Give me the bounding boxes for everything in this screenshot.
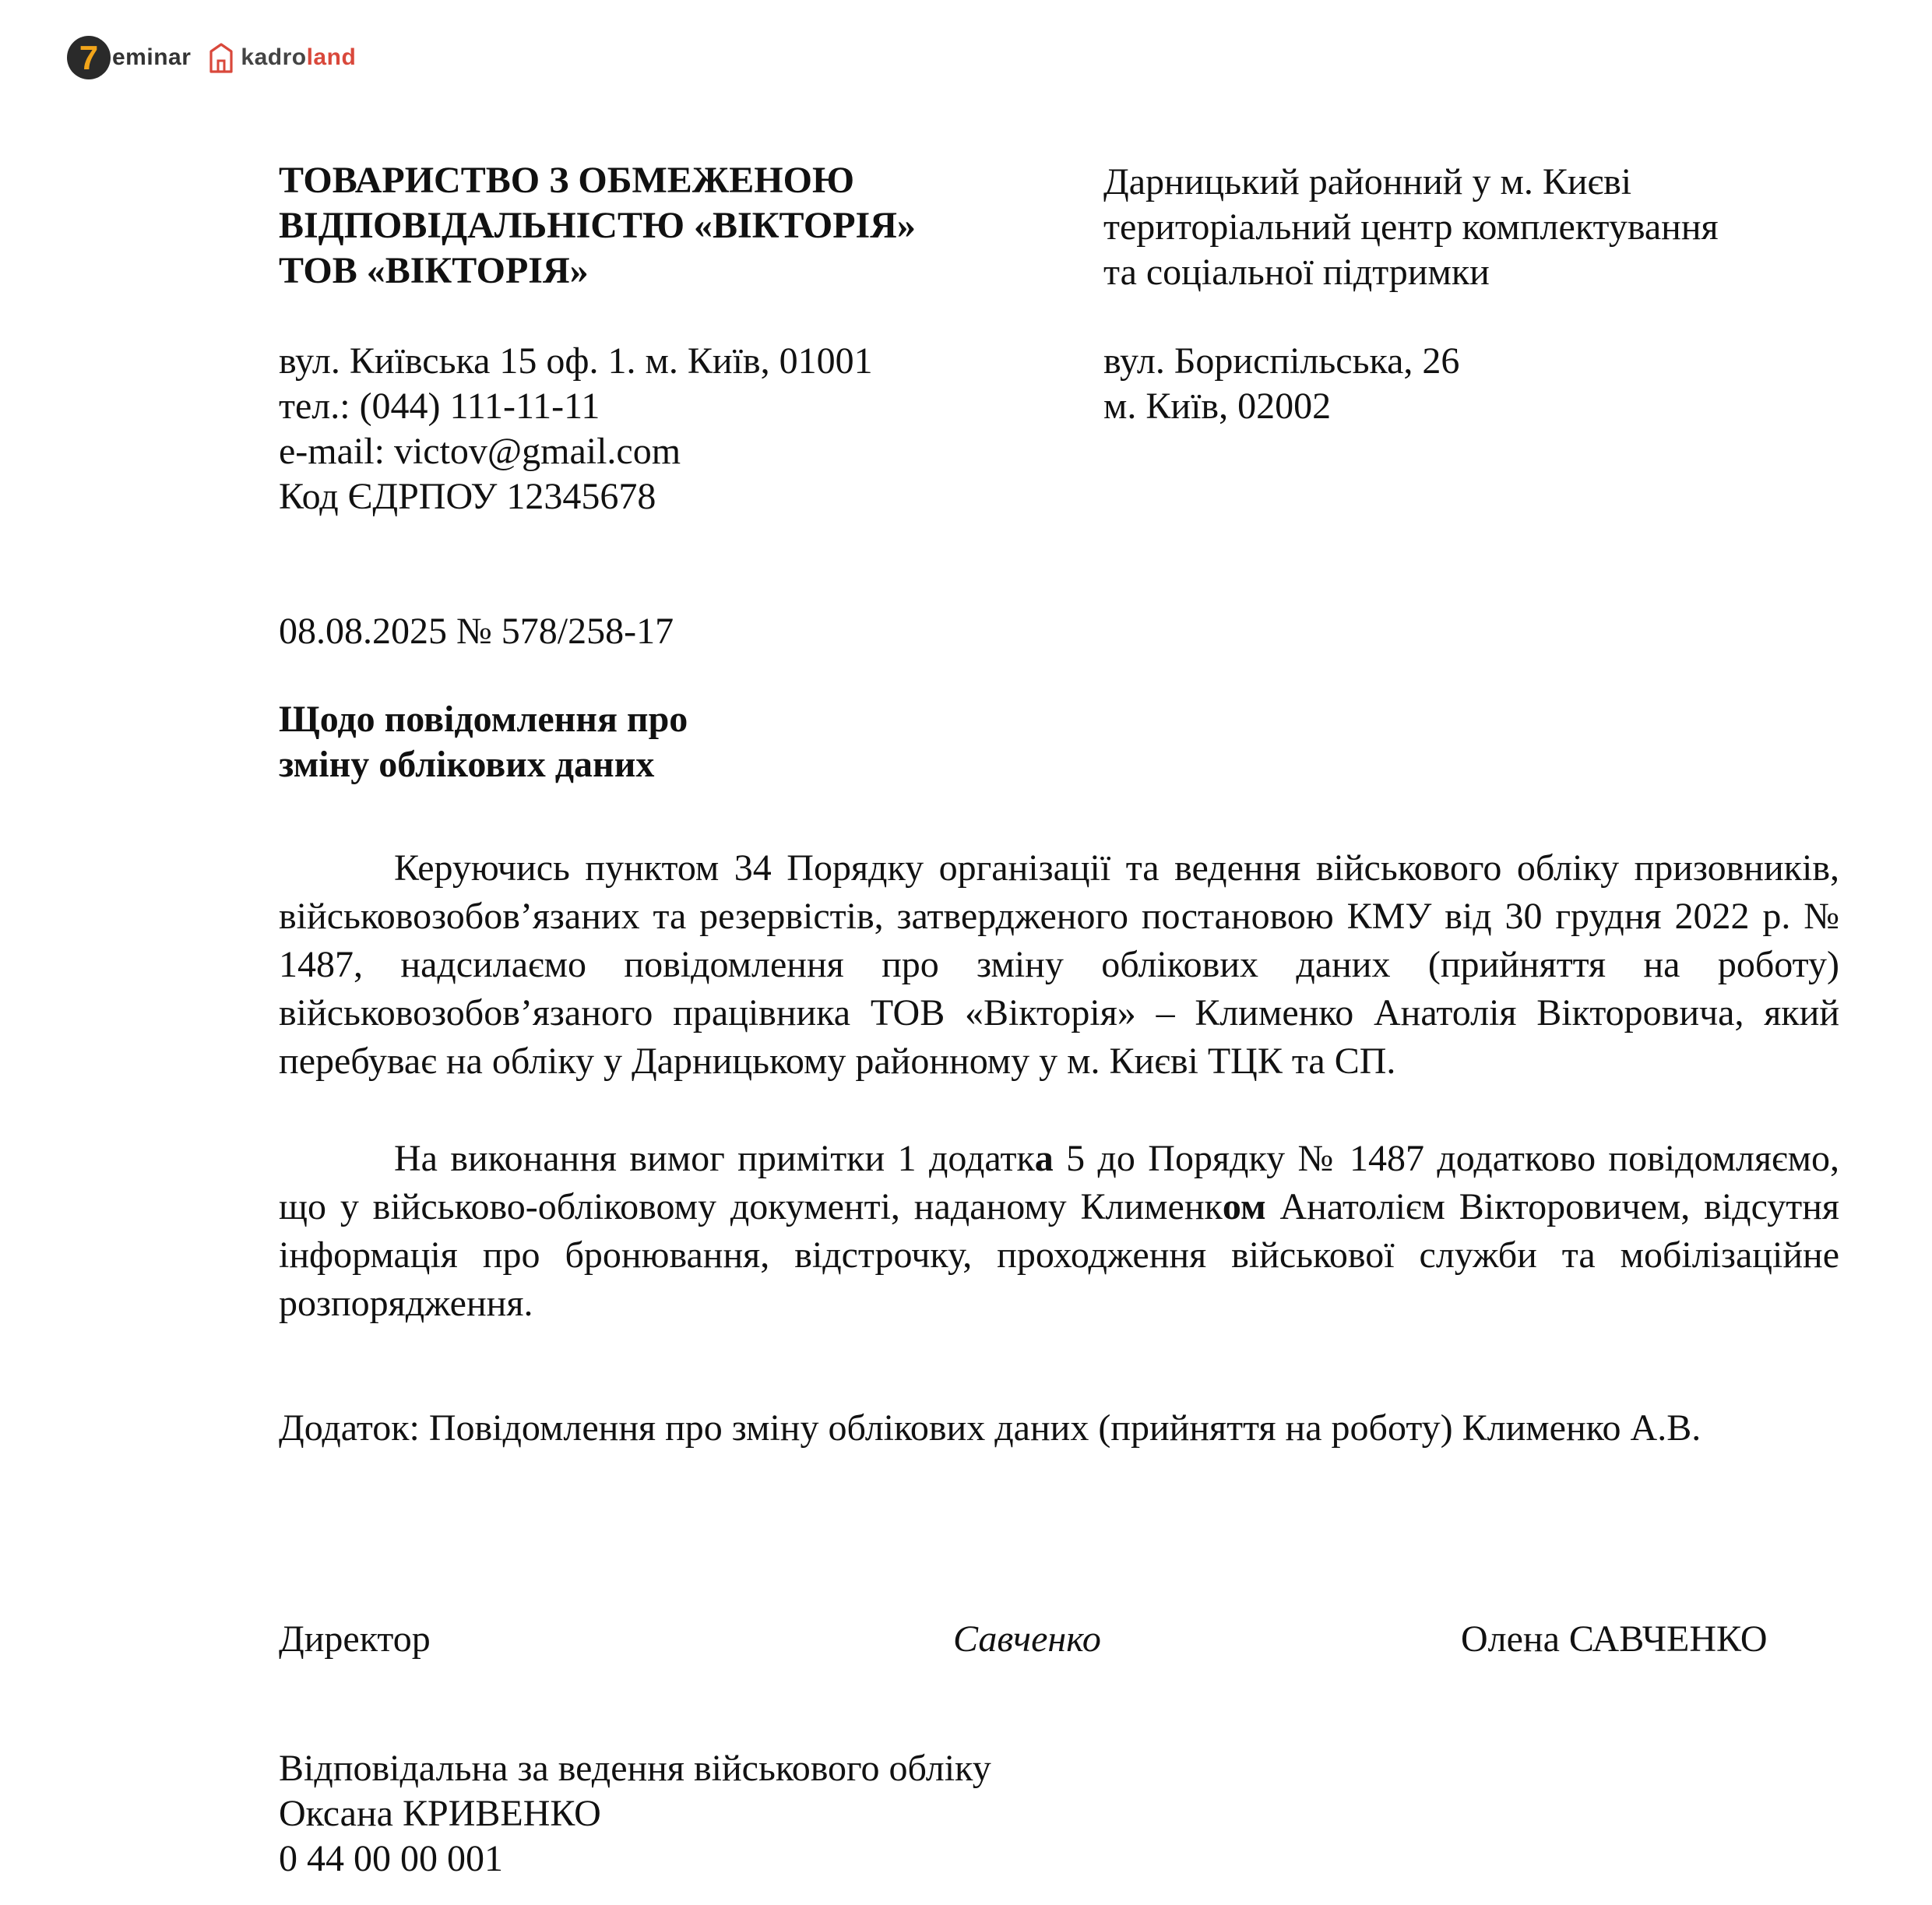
signatory-name: Олена САВЧЕНКО <box>1461 1618 1768 1660</box>
attachment-line: Додаток: Повідомлення про зміну облікових даних (прийняття на роботу) Клименко А.В. <box>279 1407 1701 1449</box>
recipient-name <box>1103 160 1719 295</box>
paragraph2-text: Анатолієм Вікторовичем, відсутня інформація про бронювання, відстрочку, проходження військової служби та мобілізаційне розпорядження. <box>279 1186 1839 1324</box>
recipient-name-line: Дарницький районний у м. Києві <box>1103 161 1632 202</box>
recipient-name-line: та соціальної підтримки <box>1103 252 1490 293</box>
kadroland-logo-text <box>241 44 356 71</box>
sender-name-line: ТОВ «ВІКТОРІЯ» <box>279 250 589 291</box>
header-logos <box>67 34 356 81</box>
sender-name-line: ВІДПОВІДАЛЬНІСТЮ «ВІКТОРІЯ» <box>279 205 916 246</box>
kadroland-text-part1: kadro <box>241 44 307 70</box>
signatory-position: Директор <box>279 1618 431 1660</box>
recipient-address <box>1103 339 1459 429</box>
recipient-address-line: вул. Бориспільська, 26 <box>1103 340 1460 382</box>
sender-edrpou: Код ЄДРПОУ 12345678 <box>279 476 656 517</box>
responsible-title: Відповідальна за ведення військового обліку <box>279 1748 991 1789</box>
body-paragraph-1: Керуючись пунктом 34 Порядку організації та ведення військового обліку призовників, військовозобов’язаних та резервістів, затвердженого постановою КМУ від 30 грудня 2022 р. № 1487, надсилаємо повідомлення про зміну облікових даних (прийняття на роботу) військовозобов’язаного працівника ТОВ «Вікторія» – Клименко Анатолія Вікторовича, який перебуває на обліку у Дарницькому районному у м. Києві ТЦК та СП. <box>279 847 1839 1082</box>
sender-address: вул. Київська 15 оф. 1. м. Київ, 01001 <box>279 340 873 382</box>
subject-line: Щодо повідомлення про <box>279 699 688 740</box>
seminar-digit: 7 <box>79 39 99 77</box>
recipient-address-line: м. Київ, 02002 <box>1103 386 1332 427</box>
body-paragraph-2 <box>279 1135 1839 1328</box>
sender-contacts <box>279 339 873 519</box>
responsible-name: Оксана КРИВЕНКО <box>279 1793 601 1834</box>
kadroland-logo <box>208 42 356 73</box>
signature-row <box>279 1617 1789 1664</box>
recipient-name-line: територіальний центр комплектування <box>1103 206 1719 248</box>
kadroland-house-icon <box>208 42 234 73</box>
sender-email: e-mail: victov@gmail.com <box>279 431 681 472</box>
subject-line: зміну облікових даних <box>279 744 655 785</box>
seminar-logo <box>67 36 191 79</box>
responsible-person <box>279 1746 991 1882</box>
sender-name <box>279 158 916 294</box>
kadroland-text-part2: land <box>306 44 357 70</box>
seminar-seven-badge-icon <box>67 36 111 79</box>
seminar-logo-text: eminar <box>112 44 192 70</box>
sender-name-line: ТОВАРИСТВО З ОБМЕЖЕНОЮ <box>279 160 854 201</box>
letter-subject <box>279 697 688 787</box>
responsible-phone: 0 44 00 00 001 <box>279 1838 503 1879</box>
letter-reference: 08.08.2025 № 578/258-17 <box>279 611 674 652</box>
sender-phone: тел.: (044) 111-11-11 <box>279 386 600 427</box>
handwritten-signature: Савченко <box>953 1618 1101 1660</box>
paragraph2-text: 5 до Порядку № 1487 додатково повідомляємо, що у військово-обліковому документі, наданому Клименк <box>279 1138 1840 1227</box>
paragraph2-bold-ending: а <box>1034 1138 1054 1179</box>
paragraph2-text: На виконання вимог примітки 1 додатк <box>394 1138 1035 1179</box>
paragraph2-bold-ending: ом <box>1222 1186 1266 1227</box>
